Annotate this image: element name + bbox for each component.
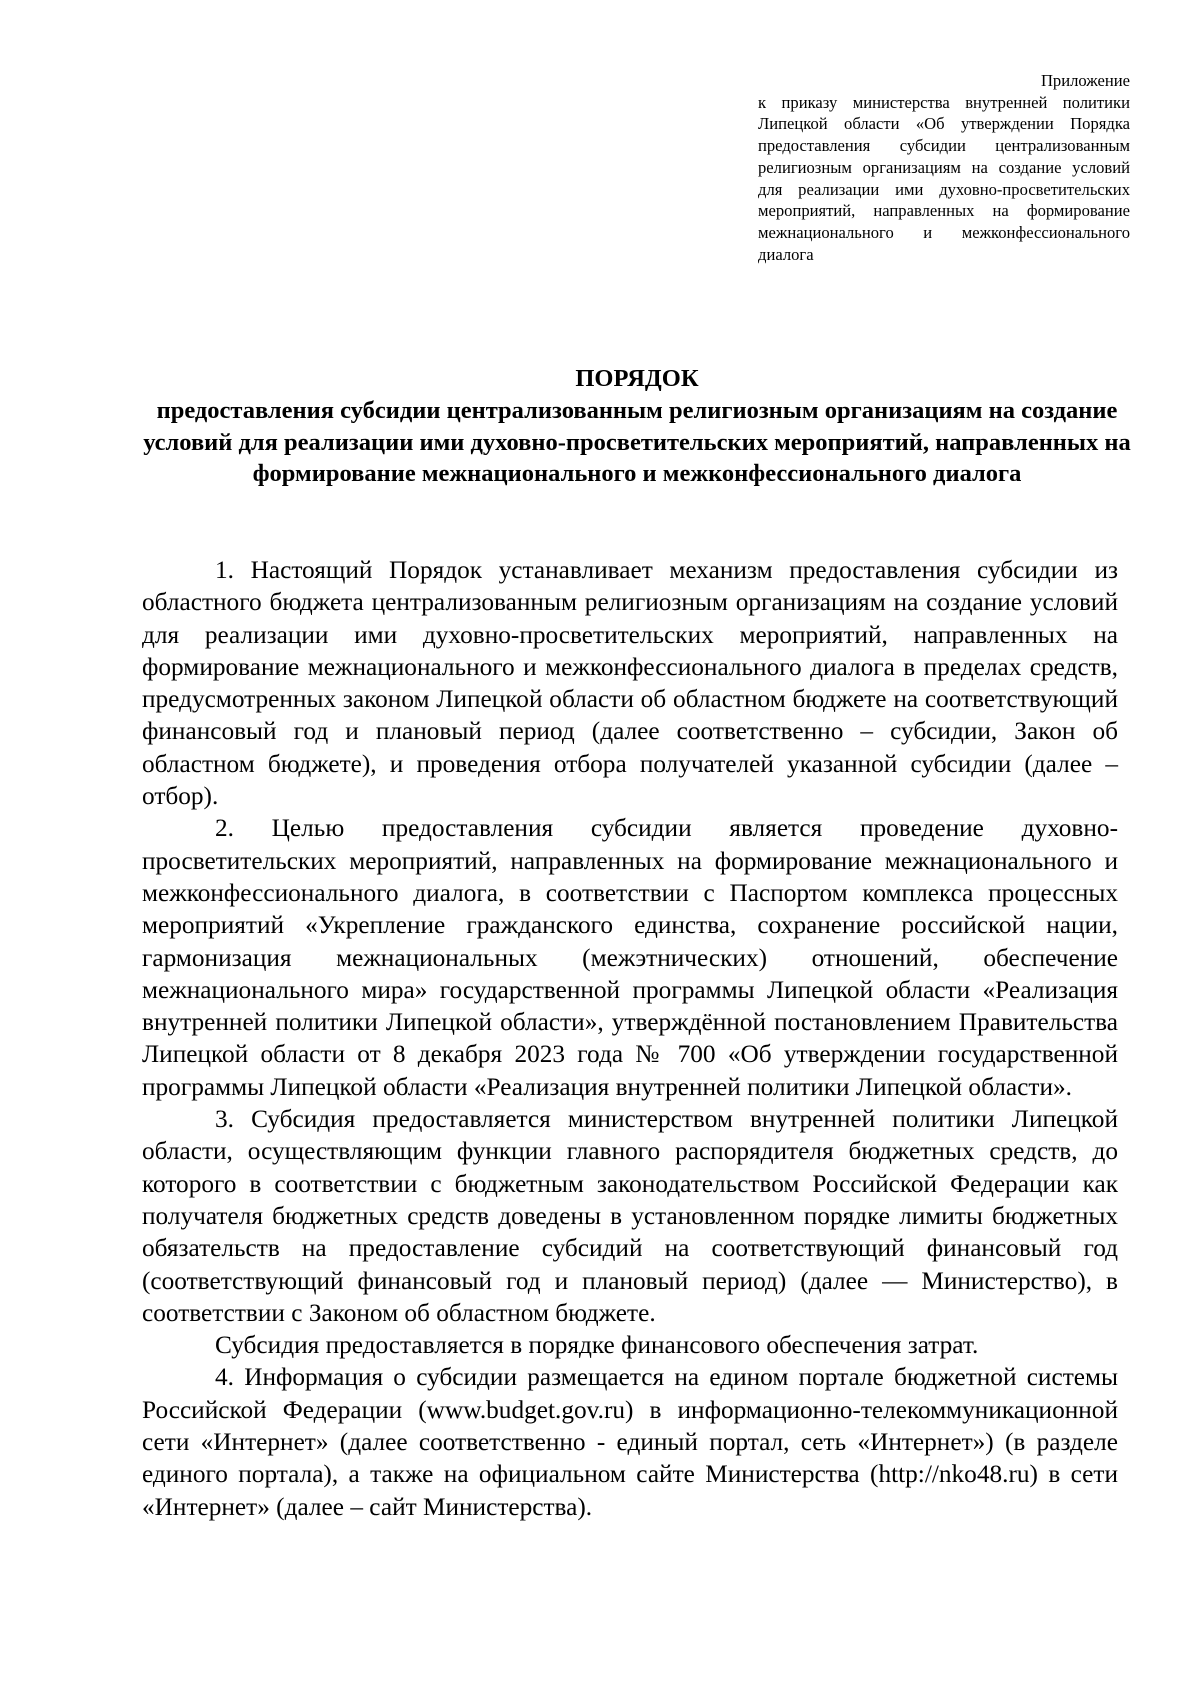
paragraph-3-addendum: Субсидия предоставляется в порядке финансового обеспечения затрат. [215, 1331, 979, 1360]
paragraph-3: 3. Субсидия предоставляется министерством внутренней политики Липецкой области, осуществляющим функции главного распорядителя бюджетных средств, до которого в соответствии с бюджетным законодательством Российской Федерации как получателя бюджетных средств доведены в установленном порядке лимиты бюджетных обязательств на предоставление субсидий на соответствующий финансовый год (соответствующий финансовый год и плановый период) (далее — Министерство), в соответствии с Законом об областном бюджете. [142, 1105, 1118, 1327]
paragraph-4: 4. Информация о субсидии размещается на едином портале бюджетной системы Российской Федерации (www.budget.gov.ru) в информационно-телекоммуникационной сети «Интернет» (далее соответственно - единый портал, сеть «Интернет») (в разделе единого портала), а также на официальном сайте Министерства (http://nko48.ru) в сети «Интернет» (далее – сайт Министерства). [142, 1363, 1118, 1521]
appendix-block [758, 70, 1130, 265]
paragraph-2: 2. Целью предоставления субсидии является проведение духовно-просветительских мероприятий, направленных на формирование межнационального и межконфессионального диалога, в соответствии с Паспортом комплекса процессных мероприятий «Укрепление гражданского единства, сохранение российской нации, гармонизация межнациональных (межэтнических) отношений, обеспечение межнационального мира» государственной программы Липецкой области «Реализация внутренней политики Липецкой области», утверждённой постановлением Правительства Липецкой области от 8 декабря 2023 года № 700 «Об утверждении государственной программы Липецкой области «Реализация внутренней политики Липецкой области». [142, 814, 1118, 1101]
document-title: ПОРЯДОК [575, 365, 699, 392]
paragraph-1: 1. Настоящий Порядок устанавливает механизм предоставления субсидии из областного бюджета централизованным религиозным организациям на создание условий для реализации ими духовно-просветительских мероприятий, направленных на формирование межнационального и межконфессионального диалога в пределах средств, предусмотренных законом Липецкой области об областном бюджете на соответствующий финансовый год и плановый период (далее соответственно – субсидии, Закон об областном бюджете), и проведения отбора получателей указанной субсидии (далее – отбор). [142, 556, 1118, 811]
document-subtitle: предоставления субсидии централизованным религиозным организациям на создание условий для реализации ими духовно-просветительских мероприятий, направленных на формирование межнационального и межконфессионального диалога [143, 396, 1131, 488]
document-heading [142, 363, 1132, 490]
appendix-title: Приложение [1040, 71, 1130, 90]
document-body [142, 554, 1118, 1523]
appendix-text: к приказу министерства внутренней политики Липецкой области «Об утверждении Порядка предоставления субсидии централизованным религиозным организациям на создание условий для реализации ими духовно-просветительских мероприятий, направленных на формирование межнационального и межконфессионального диалога [758, 92, 1130, 264]
